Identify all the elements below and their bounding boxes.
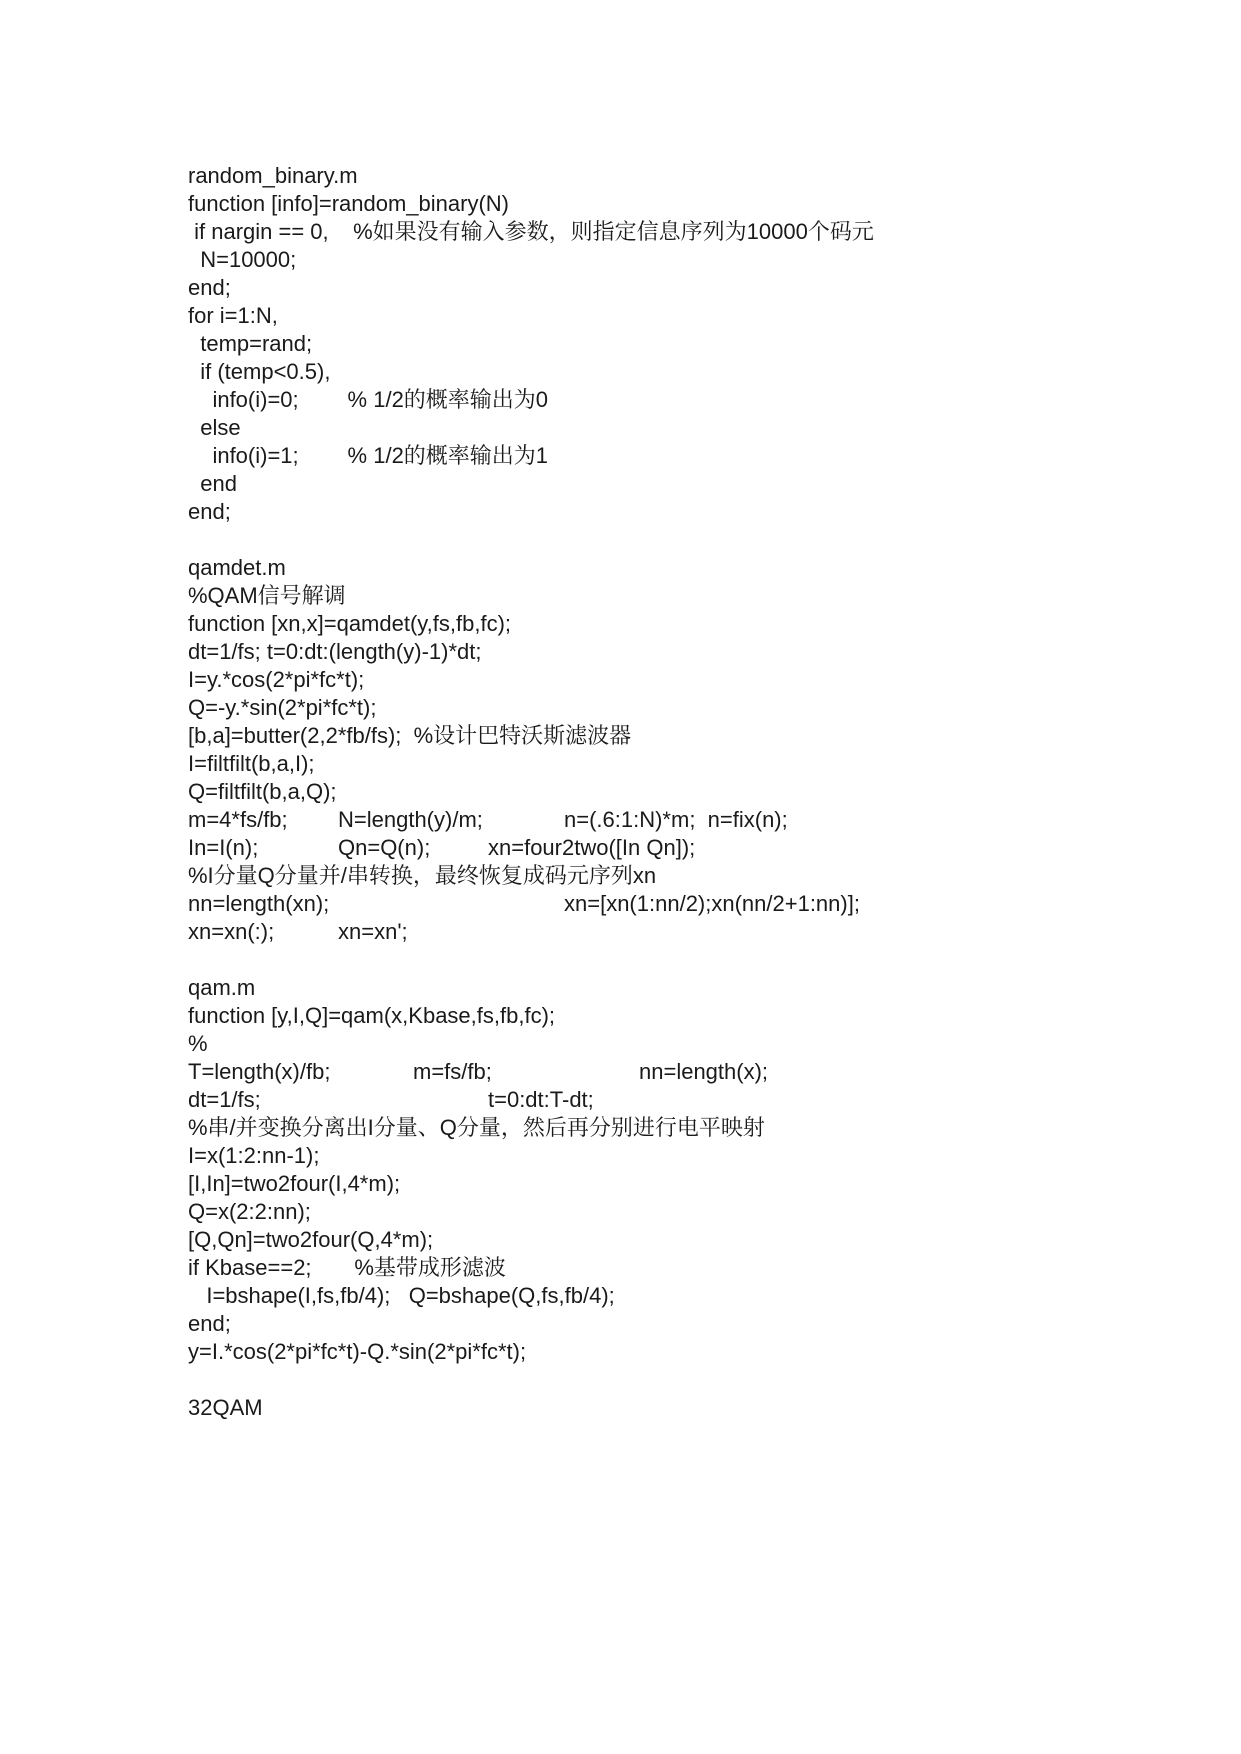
code-line-columns xyxy=(188,1084,594,1115)
code-line: [b,a]=butter(2,2*fb/fs); %设计巴特沃斯滤波器 xyxy=(188,723,632,748)
code-line: temp=rand; xyxy=(188,331,313,356)
code-line: end xyxy=(188,471,237,496)
code-line: % xyxy=(188,1031,208,1056)
code-line: function [y,I,Q]=qam(x,Kbase,fs,fb,fc); xyxy=(188,1003,556,1028)
code-line: Q=filtfilt(b,a,Q); xyxy=(188,779,337,804)
code-segment: N=length(y)/m; xyxy=(338,807,483,832)
code-segment: T=length(x)/fb; xyxy=(188,1059,331,1084)
code-line-columns xyxy=(188,804,788,835)
code-line: Q=-y.*sin(2*pi*fc*t); xyxy=(188,695,377,720)
code-line: else xyxy=(188,415,241,440)
code-line: dt=1/fs; t=0:dt:(length(y)-1)*dt; xyxy=(188,639,482,664)
code-segment: dt=1/fs; xyxy=(188,1087,261,1112)
code-line: if nargin == 0, %如果没有输入参数，则指定信息序列为10000个码元 xyxy=(188,219,874,244)
section-title-qam: qam.m xyxy=(188,975,256,1000)
section-title-qamdet: qamdet.m xyxy=(188,555,286,580)
code-line-columns xyxy=(188,1056,769,1087)
code-line: I=y.*cos(2*pi*fc*t); xyxy=(188,667,365,692)
code-line: I=bshape(I,fs,fb/4); Q=bshape(Q,fs,fb/4); xyxy=(188,1283,615,1308)
code-line: N=10000; xyxy=(188,247,297,272)
code-line: [I,In]=two2four(I,4*m); xyxy=(188,1171,401,1196)
code-line: %QAM信号解调 xyxy=(188,583,346,608)
code-segment: t=0:dt:T-dt; xyxy=(488,1087,594,1112)
code-line-columns xyxy=(188,832,696,863)
code-segment: xn=xn(:); xyxy=(188,919,275,944)
code-line: function [info]=random_binary(N) xyxy=(188,191,509,216)
code-line: info(i)=1; % 1/2的概率输出为1 xyxy=(188,443,549,468)
code-line: I=x(1:2:nn-1); xyxy=(188,1143,320,1168)
code-line: info(i)=0; % 1/2的概率输出为0 xyxy=(188,387,549,412)
code-segment: In=I(n); xyxy=(188,835,259,860)
code-line: I=filtfilt(b,a,I); xyxy=(188,751,315,776)
code-segment: Qn=Q(n); xyxy=(338,835,431,860)
code-line: Q=x(2:2:nn); xyxy=(188,1199,311,1224)
code-line: end; xyxy=(188,1311,231,1336)
code-line: end; xyxy=(188,499,231,524)
section-title-random-binary: random_binary.m xyxy=(188,163,358,188)
code-line-columns xyxy=(188,916,408,947)
code-segment: xn=four2two([In Qn]); xyxy=(488,835,696,860)
code-segment: n=(.6:1:N)*m; n=fix(n); xyxy=(564,807,788,832)
code-line: %I分量Q分量并/串转换，最终恢复成码元序列xn xyxy=(188,863,657,888)
code-line-columns xyxy=(188,888,860,919)
code-line: function [xn,x]=qamdet(y,fs,fb,fc); xyxy=(188,611,512,636)
section-title-32qam: 32QAM xyxy=(188,1395,263,1420)
code-segment: xn=xn'; xyxy=(338,919,408,944)
code-line: [Q,Qn]=two2four(Q,4*m); xyxy=(188,1227,434,1252)
code-segment: nn=length(x); xyxy=(639,1059,769,1084)
code-line: y=I.*cos(2*pi*fc*t)-Q.*sin(2*pi*fc*t); xyxy=(188,1339,527,1364)
code-line: for i=1:N, xyxy=(188,303,278,328)
code-segment: m=fs/fb; xyxy=(413,1059,492,1084)
code-line: end; xyxy=(188,275,231,300)
code-line: if Kbase==2; %基带成形滤波 xyxy=(188,1255,506,1280)
code-line: %串/并变换分离出I分量、Q分量，然后再分别进行电平映射 xyxy=(188,1115,765,1140)
code-segment: xn=[xn(1:nn/2);xn(nn/2+1:nn)]; xyxy=(564,891,860,916)
code-segment: m=4*fs/fb; xyxy=(188,807,288,832)
code-segment: nn=length(xn); xyxy=(188,891,330,916)
code-line: if (temp<0.5), xyxy=(188,359,331,384)
